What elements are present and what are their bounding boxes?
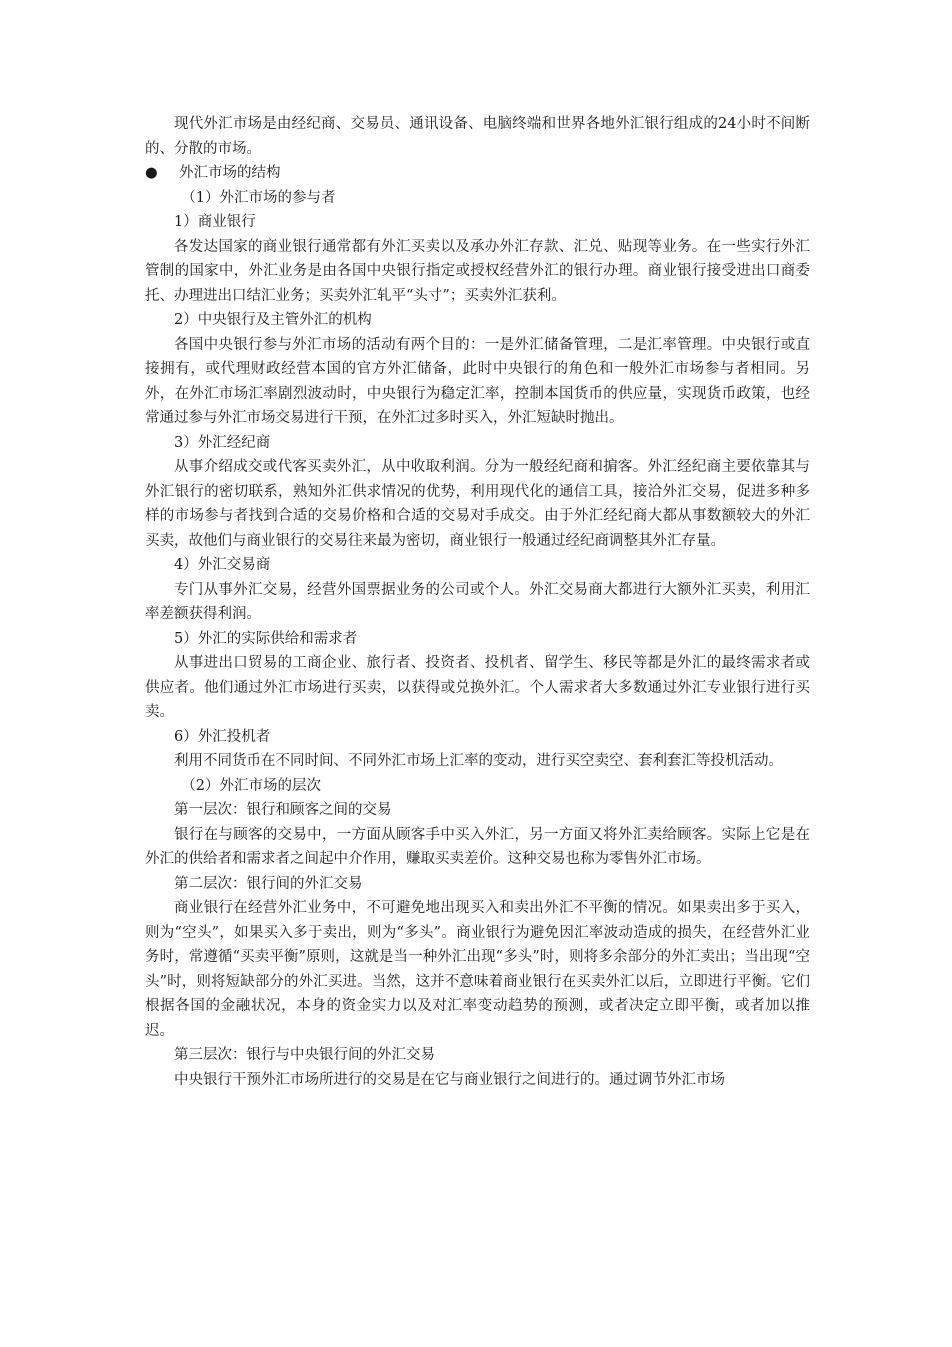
participant-body-2: 各国中央银行参与外汇市场的活动有两个目的：一是外汇储备管理，二是汇率管理。中央银行或直接拥有，或代理财政经营本国的官方外汇储备，此时中央银行的角色和一般外汇市场参与者相同。另外，在外汇市场汇率剧烈波动时，中央银行为稳定汇率，控制本国货币的供应量，实现货币政策，也经常通过参与外汇市场交易进行干预，在外汇过多时买入，外汇短缺时抛出。: [145, 336, 810, 426]
participants-heading: （1）外汇市场的参与者: [181, 189, 336, 206]
participant-body-1: 各发达国家的商业银行通常都有外汇买卖以及承办外汇存款、汇兑、贴现等业务。在一些实行外汇管制的国家中，外汇业务是由各国中央银行指定或授权经营外汇的银行办理。商业银行接受进出口商委托、办理进出口结汇业务；买卖外汇轧平“头寸”；买卖外汇获利。: [145, 238, 810, 304]
intro-paragraph: 现代外汇市场是由经纪商、交易员、通讯设备、电脑终端和世界各地外汇银行组成的24小时不间断的、分散的市场。: [145, 116, 810, 157]
participant-body-6: 利用不同货币在不同时间、不同外汇市场上汇率的变动，进行买空卖空、套利套汇等投机活动。: [174, 753, 783, 769]
participant-heading-1: 1）商业银行: [174, 214, 256, 230]
bullet-icon: ●: [145, 165, 158, 181]
level-body-3: 中央银行干预外汇市场所进行的交易是在它与商业银行之间进行的。通过调节外汇市场: [174, 1071, 725, 1088]
participant-heading-6: 6）外汇投机者: [174, 728, 271, 745]
participant-heading-2: 2）中央银行及主管外汇的机构: [174, 312, 372, 328]
participant-body-3: 从事介绍成交或代客买卖外汇，从中收取利润。分为一般经纪商和掮客。外汇经纪商主要依靠其与外汇银行的密切联系，熟知外汇供求情况的优势，利用现代化的通信工具，接洽外汇交易，促进多种多样的市场参与者找到合适的交易价格和合适的交易对手成交。由于外汇经纪商大都从事数额较大的外汇买卖，故他们与商业银行的交易往来最为密切，商业银行一般通过经纪商调整其外汇存量。: [145, 459, 810, 549]
level-heading-3: 第三层次：银行与中央银行间的外汇交易: [174, 1047, 435, 1063]
section-structure-heading: [145, 161, 810, 186]
participant-body-4: 专门从事外汇交易，经营外国票据业务的公司或个人。外汇交易商大都进行大额外汇买卖，利用汇率差额获得利润。: [145, 581, 810, 622]
document-page: [145, 112, 810, 1092]
levels-heading: （2）外汇市场的层次: [181, 777, 321, 794]
participant-heading-5: 5）外汇的实际供给和需求者: [174, 630, 358, 647]
participant-heading-3: 3）外汇经纪商: [174, 434, 271, 451]
level-heading-2: 第二层次：银行间的外汇交易: [174, 875, 363, 892]
participant-body-5: 从事进出口贸易的工商企业、旅行者、投资者、投机者、留学生、移民等都是外汇的最终需求者或供应者。他们通过外汇市场进行买卖，以获得或兑换外汇。个人需求者大多数通过外汇专业银行进行买卖。: [145, 655, 810, 720]
level-body-2: 商业银行在经营外汇业务中，不可避免地出现买入和卖出外汇不平衡的情况。如果卖出多于买入，则为“空头”，如果买入多于卖出，则为“多头”。商业银行为避免因汇率波动造成的损失，在经营外汇业务时，常遵循“买卖平衡”原则，这就是当一种外汇出现“多头”时，则将多余部分的外汇卖出；当出现“空头”时，则将短缺部分的外汇买进。当然，这并不意味着商业银行在买卖外汇以后，立即进行平衡。它们根据各国的金融状况，本身的资金实力以及对汇率变动趋势的预测，或者决定立即平衡，或者加以推迟。: [145, 900, 810, 1039]
level-heading-1: 第一层次：银行和顾客之间的交易: [174, 802, 392, 818]
level-body-1: 银行在与顾客的交易中，一方面从顾客手中买入外汇，另一方面又将外汇卖给顾客。实际上它是在外汇的供给者和需求者之间起中介作用，赚取买卖差价。这种交易也称为零售外汇市场。: [145, 826, 810, 867]
participant-heading-4: 4）外汇交易商: [174, 557, 271, 573]
section-structure-title: 外汇市场的结构: [179, 165, 281, 181]
